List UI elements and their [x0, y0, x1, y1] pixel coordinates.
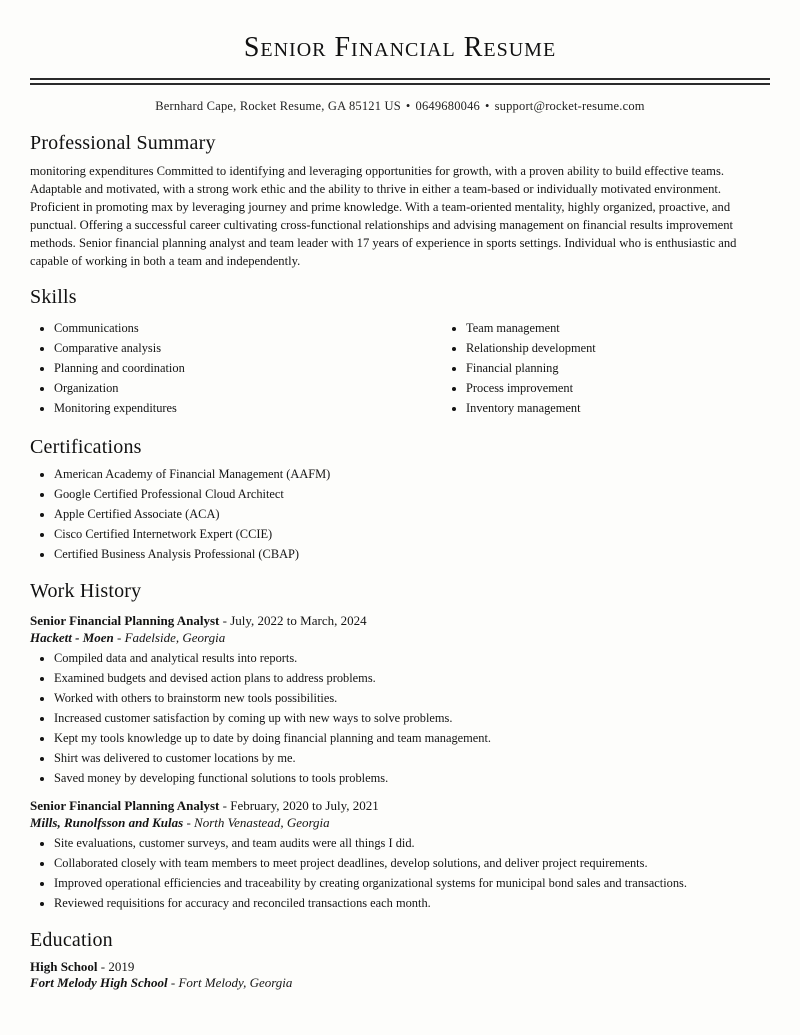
education-header: [30, 959, 770, 975]
contact-address: Bernhard Cape, Rocket Resume, GA 85121 US: [155, 99, 401, 113]
list-item: • Site evaluations, customer surveys, and team audits were all things I did.: [54, 835, 770, 853]
list-item: • Relationship development: [466, 340, 770, 358]
list-item: • Examined budgets and devised action plans to address problems.: [54, 670, 770, 688]
contact-separator-2: •: [485, 99, 490, 113]
list-item: • Collaborated closely with team members to meet project deadlines, develop solutions, and deliver project requirements.: [54, 855, 770, 873]
list-item: • Cisco Certified Internetwork Expert (CCIE): [54, 526, 770, 544]
list-item: • Saved money by developing functional solutions to tools problems.: [54, 770, 770, 788]
work-history-entry: [30, 798, 770, 913]
contact-email: support@rocket-resume.com: [494, 99, 645, 113]
education-subheader: [30, 975, 770, 991]
skills-heading: Skills: [30, 286, 77, 308]
list-item: • Inventory management: [466, 400, 770, 418]
list-item: • Certified Business Analysis Professional (CBAP): [54, 546, 770, 564]
skills-column-right: [400, 316, 770, 420]
certifications-list: [30, 466, 770, 564]
list-item: • Google Certified Professional Cloud Architect: [54, 486, 770, 504]
section-professional-summary: [30, 132, 770, 270]
list-item: • Organization: [54, 380, 400, 398]
education-degree: High School: [30, 958, 98, 974]
job-subheader: [30, 815, 770, 831]
job-title: Senior Financial Planning Analyst: [30, 612, 220, 628]
summary-heading: Professional Summary: [30, 132, 216, 154]
education-location: - Fort Melody, Georgia: [170, 974, 293, 990]
list-item: • Improved operational efficiencies and traceability by creating organizational systems for municipal bond sales and transactions.: [54, 875, 770, 893]
summary-text: monitoring expenditures Committed to identifying and leveraging opportunities for growth, with a proven ability to build effective teams. Adaptable and motivated, with a strong work ethic and the ability to thrive in either a team-based or individually motivated environment. Proficient in promoting max by leveraging journey and prime knowledge. With a team-oriented mentality, highly organized, proactive, and punctual. Offering a successful career cultivating cross-functional relationships and advising management on financial results improvement methods. Senior financial planning analyst and team leader with 17 years of experience in sports settings. Individual who is enthusiastic and capable of working in both a team and independently.: [30, 164, 737, 268]
list-item: • Compiled data and analytical results into reports.: [54, 650, 770, 668]
list-item: • Reviewed requisitions for accuracy and reconciled transactions each month.: [54, 895, 770, 913]
list-item: • Kept my tools knowledge up to date by doing financial planning and team management.: [54, 730, 770, 748]
list-item: • Process improvement: [466, 380, 770, 398]
section-work-history: [30, 580, 770, 913]
list-item: • Planning and coordination: [54, 360, 400, 378]
job-dates: - February, 2020 to July, 2021: [222, 797, 379, 813]
list-item: • Shirt was delivered to customer locations by me.: [54, 750, 770, 768]
list-item: • Financial planning: [466, 360, 770, 378]
list-item: • Monitoring expenditures: [54, 400, 400, 418]
section-education: [30, 929, 770, 991]
job-bullets: [30, 650, 770, 788]
skills-column-left: [30, 316, 400, 420]
list-item: • Comparative analysis: [54, 340, 400, 358]
job-subheader: [30, 630, 770, 646]
list-item: • Apple Certified Associate (ACA): [54, 506, 770, 524]
job-location: - Fadelside, Georgia: [117, 629, 226, 645]
list-item: • Team management: [466, 320, 770, 338]
education-heading: Education: [30, 928, 113, 951]
contact-separator-1: •: [405, 99, 411, 113]
contact-line: [30, 99, 770, 114]
list-item: • American Academy of Financial Management (AAFM): [54, 466, 770, 484]
education-entry: [30, 959, 770, 991]
job-company: Hackett - Moen: [30, 629, 114, 645]
education-dates: - 2019: [100, 958, 135, 974]
job-title: Senior Financial Planning Analyst: [30, 797, 220, 813]
page-title: Senior Financial Resume: [243, 32, 557, 63]
education-school: Fort Melody High School: [30, 974, 168, 990]
job-header: [30, 798, 770, 814]
job-company: Mills, Runolfsson and Kulas: [30, 814, 184, 830]
job-header: [30, 613, 770, 629]
job-dates: - July, 2022 to March, 2024: [222, 612, 367, 628]
work-history-entry: [30, 613, 770, 788]
list-item: • Communications: [54, 320, 400, 338]
list-item: • Increased customer satisfaction by coming up with new ways to solve problems.: [54, 710, 770, 728]
contact-phone: 0649680046: [415, 99, 480, 113]
section-certifications: [30, 436, 770, 564]
section-skills: [30, 286, 770, 420]
work-history-heading: Work History: [30, 579, 142, 602]
skills-list-right: [442, 320, 770, 418]
skills-list-left: [30, 320, 400, 418]
job-bullets: [30, 835, 770, 913]
list-item: • Worked with others to brainstorm new tools possibilities.: [54, 690, 770, 708]
certifications-heading: Certifications: [30, 435, 142, 458]
job-location: - North Venastead, Georgia: [186, 814, 330, 830]
header-divider: [30, 78, 770, 85]
skills-columns: [30, 316, 770, 420]
